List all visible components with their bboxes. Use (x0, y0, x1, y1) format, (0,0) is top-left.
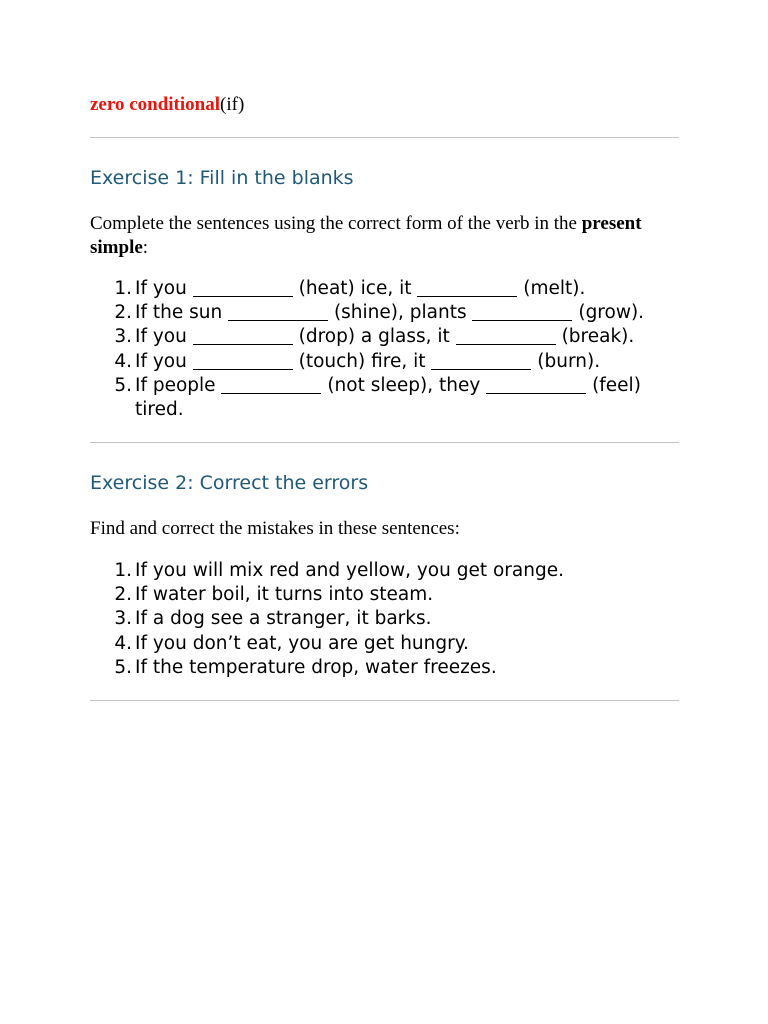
answer-blank[interactable] (456, 326, 556, 345)
exercise-2-list (90, 559, 679, 680)
exercise-2-heading: Exercise 2: Correct the errors (90, 472, 369, 494)
sentence-text: If you don’t eat, you are get hungry. (135, 632, 469, 654)
exercise-2-item (90, 656, 679, 680)
item-number: 2. (114, 302, 132, 324)
exercise-2-item (90, 632, 679, 656)
sentence-fragment: (grow). (572, 302, 645, 324)
sentence-fragment: (drop) a glass, it (292, 326, 456, 348)
sentence-fragment: (heat) ice, it (292, 278, 418, 299)
item-number: 4. (114, 350, 132, 372)
exercise-2-item (90, 583, 679, 607)
sentence-fragment: (break). (555, 326, 635, 348)
instruction-colon: : (142, 237, 149, 258)
item-number: 5. (114, 374, 132, 396)
instruction-emphasis: present simple (90, 213, 642, 258)
answer-blank[interactable] (228, 302, 328, 321)
answer-blank[interactable] (193, 351, 293, 370)
sentence-fragment: If you (135, 350, 193, 372)
sentence-fragment: If you (135, 326, 193, 348)
exercise-1-item (90, 325, 679, 349)
sentence-text: If a dog see a stranger, it barks. (135, 608, 432, 630)
answer-blank[interactable] (486, 375, 586, 394)
exercise-1-item (90, 301, 679, 325)
answer-blank[interactable] (417, 278, 517, 297)
answer-blank[interactable] (221, 375, 321, 394)
exercise-1-item (90, 350, 679, 374)
item-number: 1. (114, 560, 132, 581)
sentence-fragment: (burn). (531, 350, 601, 372)
item-number: 1. (114, 278, 132, 299)
exercise-1-instruction (90, 212, 679, 260)
sentence-fragment: If people (135, 374, 222, 396)
item-number: 5. (114, 656, 132, 678)
instruction-text: Complete the sentences using the correct form of the verb in the (90, 213, 582, 234)
page-title (90, 93, 244, 117)
divider-top (90, 137, 679, 138)
item-number: 2. (114, 584, 132, 606)
exercise-2-item (90, 559, 679, 583)
sentence-fragment: (not sleep), they (321, 374, 487, 396)
item-number: 3. (114, 326, 132, 348)
exercise-2-instruction: Find and correct the mistakes in these sentences: (90, 518, 460, 539)
answer-blank[interactable] (431, 351, 531, 370)
exercise-2-item (90, 607, 679, 631)
answer-blank[interactable] (193, 326, 293, 345)
sentence-fragment: (melt). (517, 278, 586, 299)
title-highlight: zero conditional (90, 94, 221, 115)
sentence-fragment: If the sun (135, 302, 229, 324)
sentence-text: If you will mix red and yellow, you get orange. (135, 560, 564, 581)
item-number: 4. (114, 632, 132, 654)
sentence-text: If water boil, it turns into steam. (135, 584, 434, 606)
title-rest: (if) (220, 94, 245, 115)
exercise-1-heading: Exercise 1: Fill in the blanks (90, 167, 354, 189)
sentence-fragment: (feel) tired. (135, 374, 641, 421)
sentence-fragment: (touch) fire, it (292, 350, 432, 372)
sentence-text: If the temperature drop, water freezes. (135, 656, 497, 678)
divider-middle (90, 442, 679, 443)
answer-blank[interactable] (193, 278, 293, 297)
divider-bottom (90, 700, 679, 701)
sentence-fragment: If you (135, 278, 193, 299)
exercise-1-item (90, 277, 679, 301)
exercise-1-list (90, 277, 679, 422)
sentence-fragment: (shine), plants (328, 302, 473, 324)
exercise-1-item (90, 374, 679, 422)
item-number: 3. (114, 608, 132, 630)
answer-blank[interactable] (472, 302, 572, 321)
